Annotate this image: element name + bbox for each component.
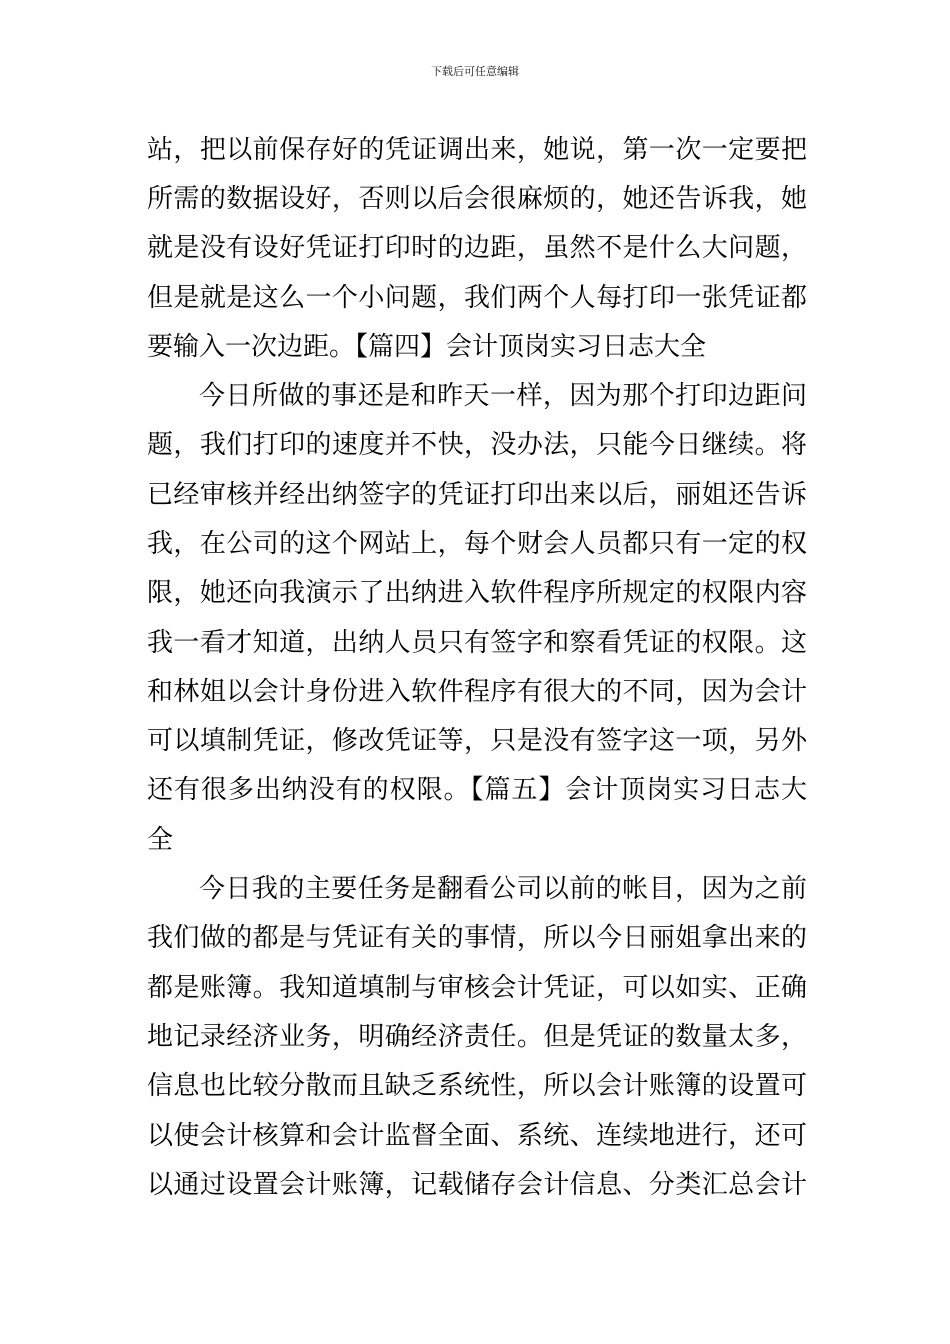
body-line: 信息也比较分散而且缺乏系统性，所以会计账簿的设置可 [147, 1071, 807, 1101]
body-line: 可以填制凭证，修改凭证等，只是没有签字这一项，另外 [147, 726, 807, 756]
body-line: 已经审核并经出纳签字的凭证打印出来以后，丽姐还告诉 [147, 480, 807, 510]
body-line: 和林姐以会计身份进入软件程序有很大的不同，因为会计 [147, 677, 807, 707]
body-line: 以使会计核算和会计监督全面、系统、连续地进行，还可 [147, 1121, 807, 1151]
body-line: 以通过设置会计账簿，记载储存会计信息、分类汇总会计 [147, 1170, 807, 1200]
body-line: 地记录经济业务，明确经济责任。但是凭证的数量太多， [147, 1022, 807, 1052]
body-line: 都是账簿。我知道填制与审核会计凭证，可以如实、正确 [147, 973, 807, 1003]
body-line: 所需的数据设好，否则以后会很麻烦的，她还告诉我，她 [147, 184, 807, 214]
body-line: 限，她还向我演示了出纳进入软件程序所规定的权限内容 [147, 578, 807, 608]
body-line: 站，把以前保存好的凭证调出来，她说，第一次一定要把 [147, 135, 807, 165]
body-line: 题，我们打印的速度并不快，没办法，只能今日继续。将 [147, 430, 807, 460]
body-line: 我们做的都是与凭证有关的事情，所以今日丽姐拿出来的 [147, 923, 807, 953]
body-line: 我，在公司的这个网站上，每个财会人员都只有一定的权 [147, 529, 807, 559]
body-line: 但是就是这么一个小问题，我们两个人每打印一张凭证都 [147, 283, 807, 313]
body-line: 今日我的主要任务是翻看公司以前的帐目，因为之前 [199, 874, 807, 904]
body-line: 要输入一次边距。【篇四】会计顶岗实习日志大全 [147, 332, 707, 362]
body-line: 还有很多出纳没有的权限。【篇五】会计顶岗实习日志大 [147, 775, 807, 805]
body-line: 全 [147, 825, 174, 855]
page-header: 下载后可任意编辑 [431, 65, 519, 78]
body-line: 就是没有设好凭证打印时的边距，虽然不是什么大问题， [147, 233, 807, 263]
body-line: 我一看才知道，出纳人员只有签字和察看凭证的权限。这 [147, 628, 807, 658]
body-line: 今日所做的事还是和昨天一样，因为那个打印边距问 [199, 381, 807, 411]
